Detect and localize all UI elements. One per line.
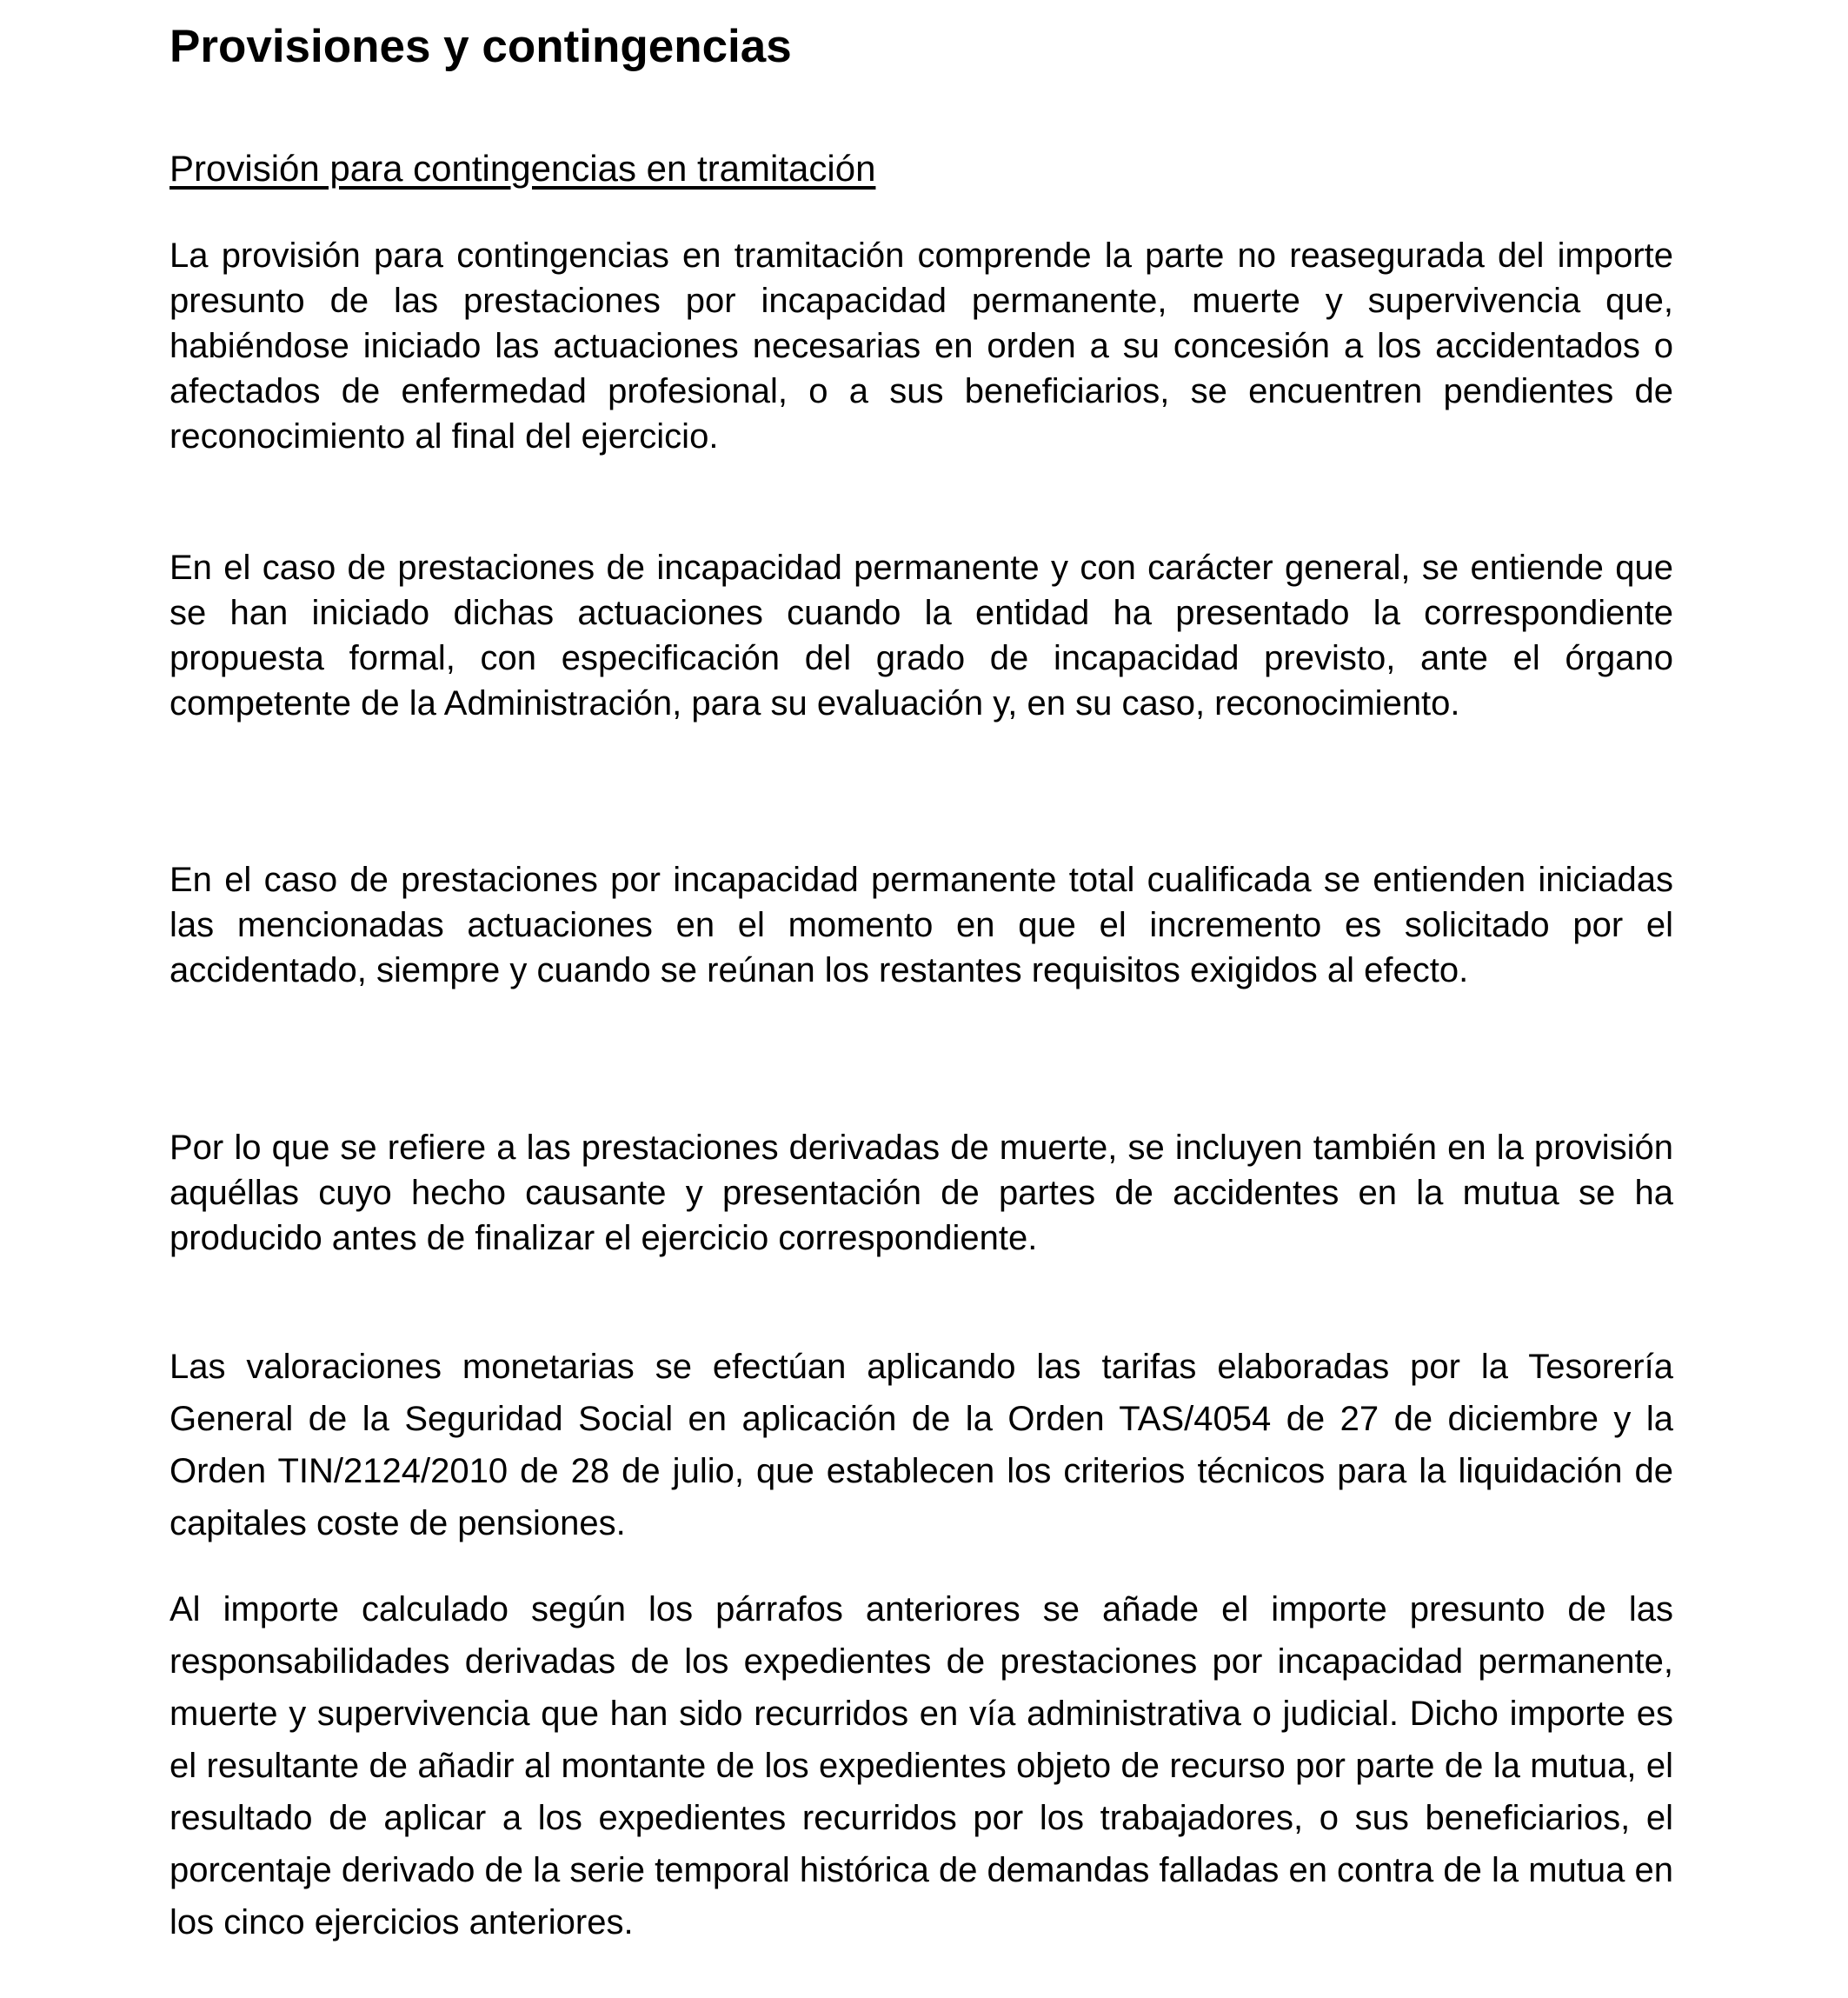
- paragraph-prestaciones-muerte: Por lo que se refiere a las prestaciones derivadas de muerte, se incluyen también en la provisión aquéllas cuyo hecho causante y presentación de partes de accidentes en la mutua se ha producido antes de finalizar el ejercicio correspondiente.: [170, 1129, 1673, 1257]
- document-title: Provisiones y contingencias: [170, 21, 792, 72]
- paragraph-importe-recurridos: Al importe calculado según los párrafos anteriores se añade el importe presunto de las responsabilidades derivadas de los expedientes de prestaciones por incapacidad permanente, muerte y supervivencia que han sido recurridos en vía administrativa o judicial. Dicho importe es el resultante de añadir al montante de los expedientes objeto de recurso por parte de la mutua, el resultado de aplicar a los expedientes recurridos por los trabajadores, o sus beneficiarios, el porcentaje derivado de la serie temporal histórica de demandas falladas en contra de la mutua en los cinco ejercicios anteriores.: [170, 1590, 1673, 1941]
- paragraph-incapacidad-total-cualificada: En el caso de prestaciones por incapacidad permanente total cualificada se entienden iniciadas las mencionadas actuaciones en el momento en que el incremento es solicitado por el accidentado, siempre y cuando se reúnan los restantes requisitos exigidos al efecto.: [170, 861, 1673, 989]
- paragraph-definition: La provisión para contingencias en tramitación comprende la parte no reasegurada del importe presunto de las prestaciones por incapacidad permanente, muerte y supervivencia que, habiéndose iniciado las actuaciones necesarias en orden a su concesión a los accidentados o afectados de enfermedad profesional, o a sus beneficiarios, se encuentren pendientes de reconocimiento al final del ejercicio.: [170, 236, 1673, 456]
- section-heading: Provisión para contingencias en tramitación: [170, 148, 876, 189]
- paragraph-incapacidad-permanente: En el caso de prestaciones de incapacidad permanente y con carácter general, se entiende que se han iniciado dichas actuaciones cuando la entidad ha presentado la correspondiente propuesta formal, con especificación del grado de incapacidad previsto, ante el órgano competente de la Administración, para su evaluación y, en su caso, reconocimiento.: [170, 549, 1673, 723]
- paragraph-valoraciones-monetarias: Las valoraciones monetarias se efectúan aplicando las tarifas elaboradas por la Tesorería General de la Seguridad Social en aplicación de la Orden TAS/4054 de 27 de diciembre y la Orden TIN/2124/2010 de 28 de julio, que establecen los criterios técnicos para la liquidación de capitales coste de pensiones.: [170, 1348, 1673, 1542]
